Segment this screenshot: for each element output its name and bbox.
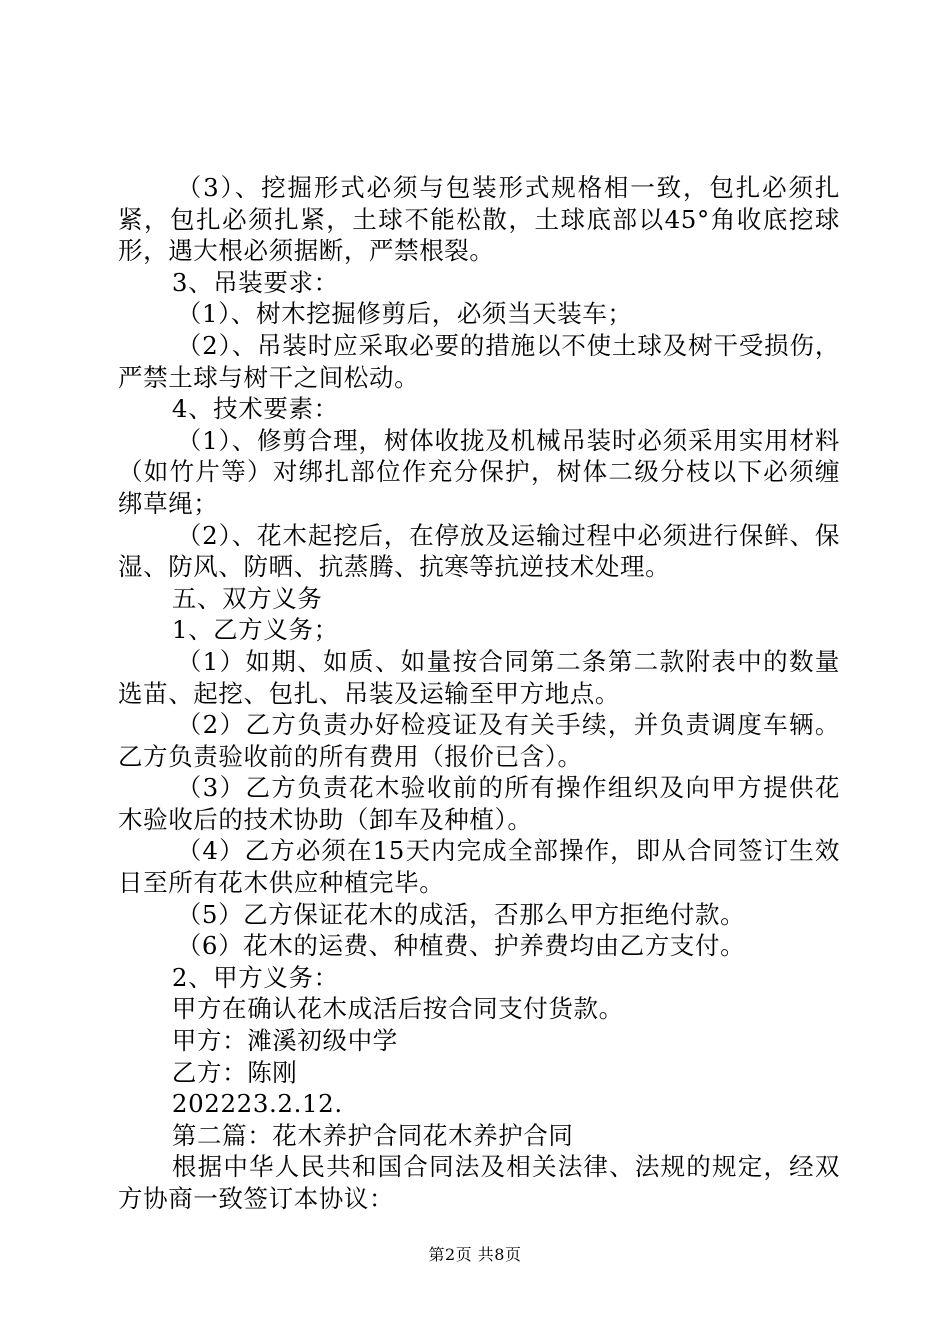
heading-hoisting-requirements: 3、吊装要求：: [171, 267, 339, 297]
paragraph-party-b-5: （5）乙方保证花木的成活，否那么甲方拒绝付款。: [176, 899, 746, 929]
paragraph-hoisting-2: （2）、吊装时应采取必要的措施以不使土球及树干受损伤，严禁土球与树干之间松动。: [118, 330, 840, 392]
heading-technical-elements: 4、技术要素：: [171, 394, 339, 424]
heading-party-b-obligations: 1、乙方义务；: [171, 615, 339, 645]
paragraph-technical-1: （1）、修剪合理，树体收拢及机械吊装时必须采用实用材料（如竹片等）对绑扎部位作充分保护，树体二级分枝以下必须缠绑草绳；: [118, 425, 840, 518]
signature-party-b: 乙方：陈刚: [171, 1057, 298, 1087]
paragraph-party-a-1: 甲方在确认花木成活后按合同支付货款。: [171, 994, 624, 1024]
paragraph-excavation-3: （3）、挖掘形式必须与包装形式规格相一致，包扎必须扎紧，包扎必须扎紧，土球不能松散，土球底部以45°角收底挖球形，遇大根必须据断，严禁根裂。: [118, 173, 840, 266]
paragraph-party-b-4: （4）乙方必须在15天内完成全部操作，即从合同签订生效日至所有花木供应种植完毕。: [118, 836, 840, 898]
heading-obligations: 五、双方义务: [171, 583, 323, 613]
paragraph-party-b-1: （1）如期、如质、如量按合同第二条第二款附表中的数量选苗、起挖、包扎、吊装及运输至甲方地点。: [118, 646, 840, 708]
paragraph-technical-2: （2）、花木起挖后，在停放及运输过程中必须进行保鲜、保湿、防风、防晒、抗蒸腾、抗寒等抗逆技术处理。: [118, 520, 840, 582]
paragraph-party-b-3: （3）乙方负责花木验收前的所有操作组织及向甲方提供花木验收后的技术协助（卸车及种植）。: [118, 773, 840, 834]
document-body: [118, 172, 840, 1215]
signature-party-a: 甲方：滩溪初级中学: [171, 1026, 398, 1056]
paragraph-hoisting-1: （1）、树木挖掘修剪后，必须当天装车；: [176, 299, 633, 329]
paragraph-party-b-2: （2）乙方负责办好检疫证及有关手续，并负责调度车辆。乙方负责验收前的所有费用（报价已含）。: [118, 710, 840, 771]
paragraph-agreement-intro: 根据中华人民共和国合同法及相关法律、法规的规定，经双方协商一致签订本协议：: [118, 1152, 840, 1213]
signature-date: 202223.2.12.: [171, 1089, 343, 1119]
heading-second-article: 第二篇：花木养护合同花木养护合同: [171, 1120, 574, 1150]
heading-party-a-obligations: 2、甲方义务：: [171, 962, 339, 992]
paragraph-party-b-6: （6）花木的运费、种植费、护养费均由乙方支付。: [176, 931, 746, 961]
page-footer: 第2页 共8页: [428, 1245, 522, 1264]
